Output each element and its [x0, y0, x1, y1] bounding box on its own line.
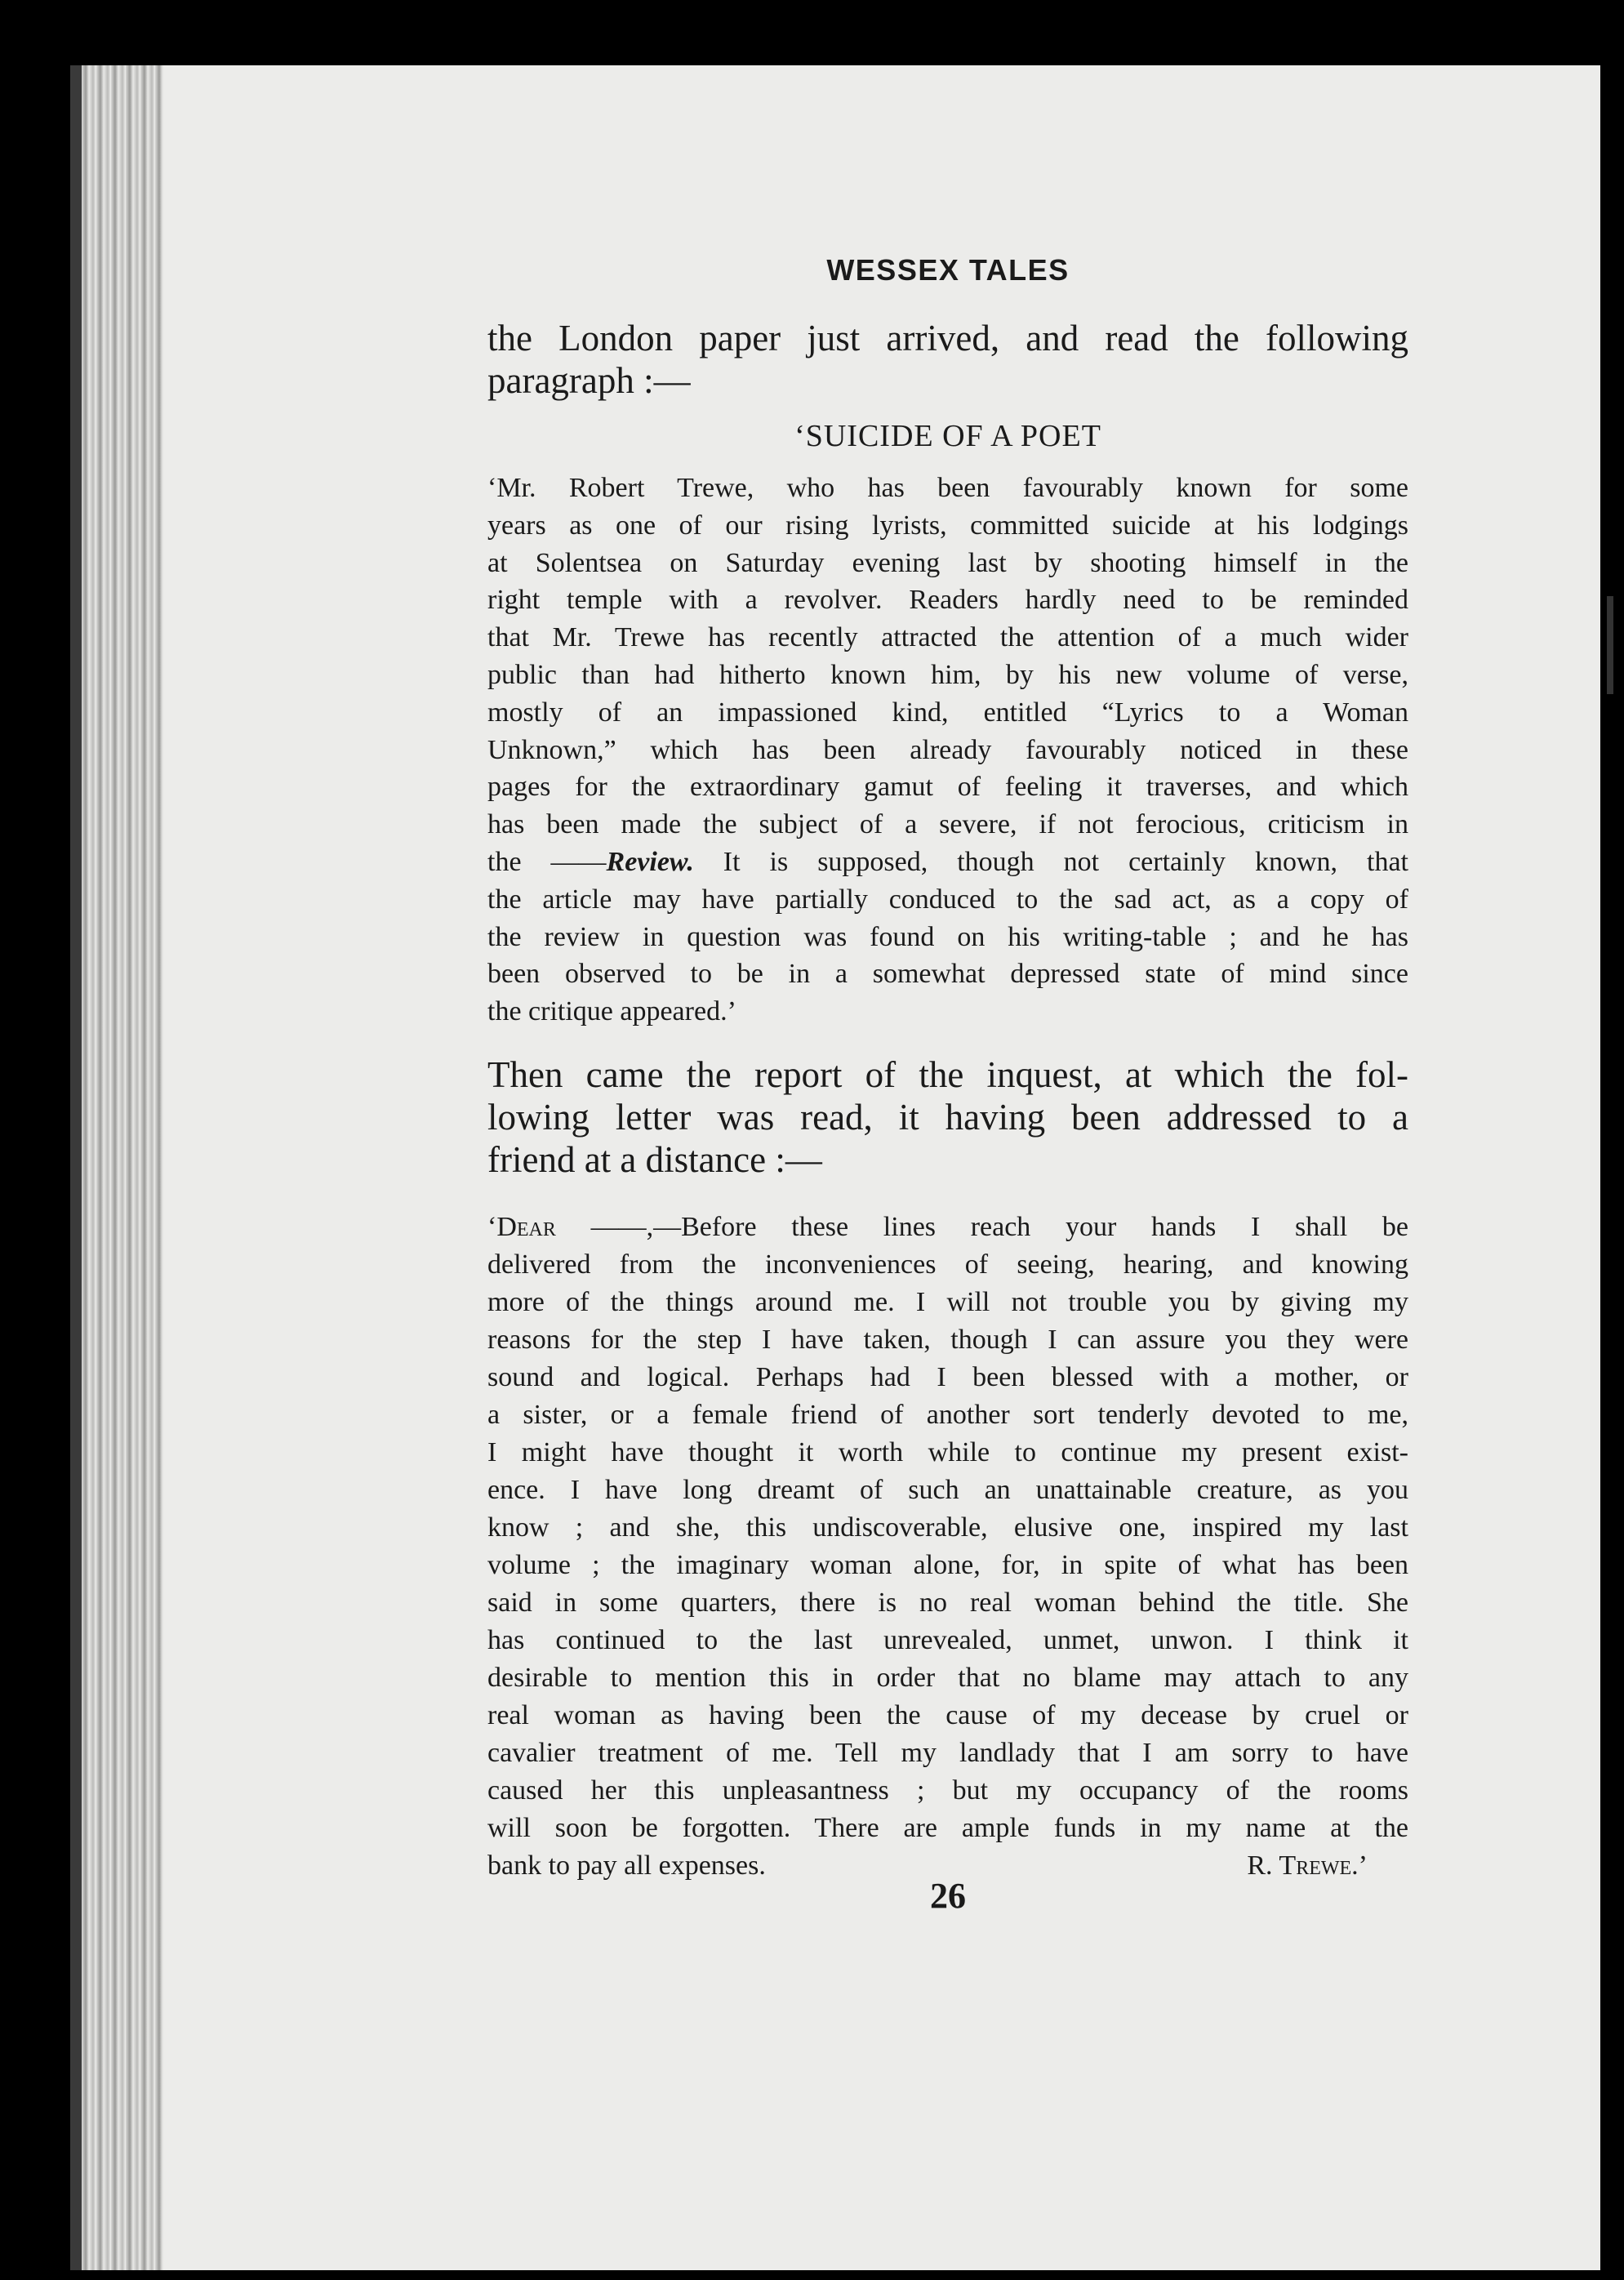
running-head: WESSEX TALES — [826, 253, 1070, 287]
text-line: the review in question was found on his writing-table ; and he has — [487, 921, 1408, 952]
text-line: said in some quarters, there is no real woman behind the title. She — [487, 1588, 1408, 1618]
text-line: friend at a distance :— — [487, 1139, 822, 1180]
letter-signature: R. Trewe.’ — [1247, 1850, 1368, 1881]
text-line: caused her this unpleasantness ; but my occupancy of the rooms — [487, 1775, 1408, 1806]
letter-last-line: bank to pay all expenses. — [487, 1850, 766, 1881]
text-line: lowing letter was read, it having been addressed to a — [487, 1097, 1408, 1138]
text-line: the critique appeared.’ — [487, 996, 736, 1027]
review-prefix: the —— — [487, 846, 607, 877]
review-suffix: It is supposed, though not certainly known, that — [693, 846, 1408, 877]
text-line: delivered from the inconveniences of seeing, hearing, and knowing — [487, 1249, 1408, 1280]
article-heading: ‘SUICIDE OF A POET — [794, 419, 1101, 453]
text-line: volume ; the imaginary woman alone, for, in spite of what has been — [487, 1550, 1408, 1580]
text-line: has continued to the last unrevealed, unmet, unwon. I think it — [487, 1625, 1408, 1655]
text-line — [487, 844, 1408, 881]
text-line: I might have thought it worth while to continue my present exist- — [487, 1437, 1408, 1467]
text-line: real woman as having been the cause of my decease by cruel or — [487, 1700, 1408, 1730]
text-line: right temple with a revolver. Readers hardly need to be reminded — [487, 585, 1408, 616]
text-line: sound and logical. Perhaps had I been blessed with a mother, or — [487, 1362, 1408, 1392]
text-line: years as one of our rising lyrists, committed suicide at his lodgings — [487, 510, 1408, 541]
text-line: been observed to be in a somewhat depressed state of mind since — [487, 959, 1408, 990]
text-line: a sister, or a female friend of another sort tenderly devoted to me, — [487, 1400, 1408, 1430]
text-line: pages for the extraordinary gamut of feeling it traverses, and which — [487, 772, 1408, 803]
text-line: Unknown,” which has been already favourably noticed in these — [487, 734, 1408, 765]
text-line — [487, 1209, 1408, 1246]
text-line: will soon be forgotten. There are ample funds in my name at the — [487, 1813, 1408, 1843]
newspaper-quote — [487, 470, 1408, 1031]
page-number: 26 — [930, 1876, 966, 1916]
text-line: the London paper just arrived, and read the following — [487, 318, 1408, 358]
text-line: has been made the subject of a severe, if not ferocious, criticism in — [487, 809, 1408, 840]
text-line: at Solentsea on Saturday evening last by shooting himself in the — [487, 547, 1408, 578]
text-line: that Mr. Trewe has recently attracted the attention of a much wider — [487, 622, 1408, 653]
scan-edge-mark — [1607, 596, 1613, 694]
text-line: mostly of an impassioned kind, entitled “Lyrics to a Woman — [487, 697, 1408, 728]
text-line: public than had hitherto known him, by his new volume of verse, — [487, 659, 1408, 690]
text-line: reasons for the step I have taken, though I can assure you they were — [487, 1325, 1408, 1355]
text-line: more of the things around me. I will not trouble you by giving my — [487, 1287, 1408, 1317]
text-line: ence. I have long dreamt of such an unattainable creature, as you — [487, 1475, 1408, 1505]
book-page-edges — [82, 65, 163, 2270]
review-title: Review. — [606, 846, 694, 877]
suicide-letter — [487, 1209, 1408, 1885]
text-line: desirable to mention this in order that no blame may attach to any — [487, 1663, 1408, 1693]
text-line: know ; and she, this undiscoverable, elusive one, inspired my last — [487, 1512, 1408, 1543]
lead-paragraph — [487, 317, 1408, 402]
text-line: Then came the report of the inquest, at which the fol- — [487, 1054, 1408, 1095]
book-spine-shadow — [70, 65, 82, 2270]
scan-right-border — [1600, 0, 1624, 2280]
text-line: paragraph :— — [487, 360, 691, 401]
letter-salutation: ‘Dear — [487, 1212, 556, 1242]
scan-top-border — [0, 0, 1624, 65]
letter-first-line: ——,—Before these lines reach your hands I shall be — [555, 1212, 1408, 1242]
text-line: the article may have partially conduced to the sad act, as a copy of — [487, 884, 1408, 915]
text-line: cavalier treatment of me. Tell my landlady that I am sorry to have — [487, 1738, 1408, 1768]
inquest-paragraph — [487, 1053, 1408, 1181]
text-line: ‘Mr. Robert Trewe, who has been favourably known for some — [487, 473, 1408, 503]
